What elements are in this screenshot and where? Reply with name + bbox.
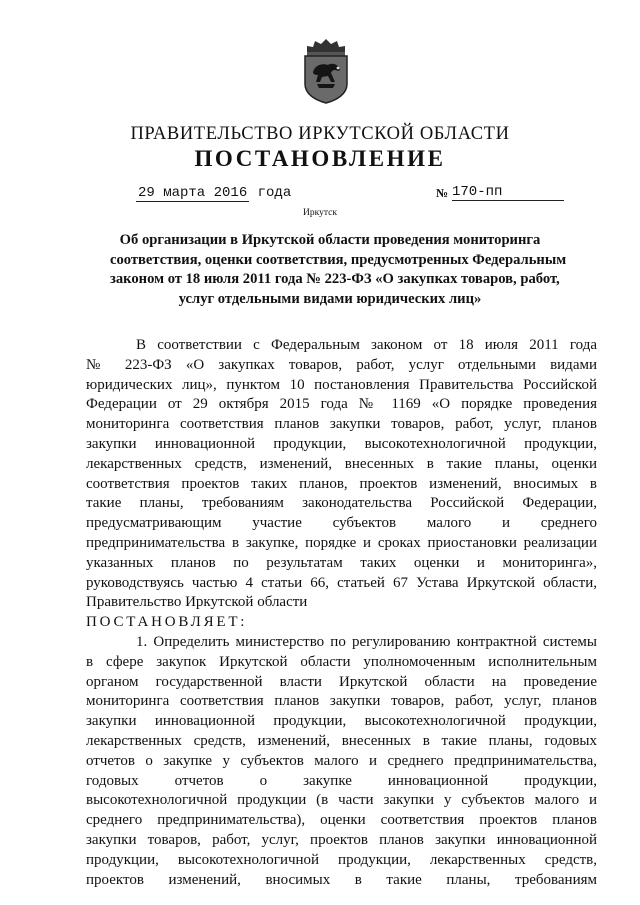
body-line: юридических лиц», пунктом 10 постановления Правительства Российской (86, 376, 597, 393)
body-line: руководствуясь частью 4 статьи 66, статьей 67 Устава Иркутской области, (86, 574, 597, 591)
body-line: Федерации от 29 октября 2015 года № 1169 «О порядке проведения (86, 396, 597, 413)
body-line: такие планы, требованиям законодательства Российской Федерации, (86, 495, 597, 512)
title-line: Об организации в Иркутской области проведения мониторинга (119, 232, 541, 248)
document-title (110, 231, 567, 309)
body-line: органом государственной власти Иркутской области на проведение (86, 673, 597, 690)
body-line: предусматривающим участие субъектов малого и среднего (86, 515, 597, 532)
body-line: лекарственных средств, изменений, внесенных в такие планы, годовых (86, 732, 597, 749)
body-line: закупки товаров, работ, услуг, проектов планов закупки инновационной (86, 831, 597, 848)
document-body (86, 336, 597, 890)
date-suffix: года (257, 185, 292, 201)
coat-of-arms-icon (300, 38, 352, 104)
document-date (136, 185, 291, 201)
city: Иркутск (303, 208, 337, 218)
government-name: ПРАВИТЕЛЬСТВО ИРКУТСКОЙ ОБЛАСТИ (130, 124, 510, 144)
body-line: лекарственных средств, изменений, внесенных в такие планы, оценки (86, 455, 597, 472)
body-line: высокотехнологичной продукции (в части закупки у субъектов малого и (86, 792, 597, 809)
body-line: среднего предпринимательства), оценки соответствия проектов планов (86, 812, 597, 829)
body-line: годовых отчетов о закупке инновационной продукции, (86, 772, 597, 789)
body-line: мониторинга соответствия планов закупки товаров, работ, услуг, планов (86, 693, 597, 710)
date-value: 29 марта 2016 (138, 185, 248, 201)
document-type: ПОСТАНОВЛЕНИЕ (194, 146, 446, 171)
title-line: услуг отдельными видами юридических лиц» (178, 290, 482, 307)
resolution-word: ПОСТАНОВЛЯЕТ: (86, 614, 248, 631)
body-line: Правительство Иркутской области (86, 594, 308, 611)
body-line: В соответствии с Федеральным законом от 18 июля 2011 года (136, 337, 597, 353)
body-line: проектов изменений, вносимых в такие планы, требованиям (86, 871, 597, 888)
body-line: указанных планов по результатам таких оценки и мониторинга», (86, 554, 597, 571)
body-line: № 223-ФЗ «О закупках товаров, работ, услуг отдельными видами (86, 356, 597, 373)
body-line: мониторинга соответствия планов закупки товаров, работ, услуг, планов (86, 416, 597, 433)
body-line: соответствия проектов таких планов, проектов изменений, вносимых в (86, 475, 597, 492)
body-line: закупки инновационной продукции, высокотехнологичной продукции, (86, 435, 597, 452)
body-line: в сфере закупок Иркутской области уполномоченным исполнительным (86, 653, 597, 670)
body-line: продукции, высокотехнологичной продукции, лекарственных средств, (86, 851, 597, 868)
title-line: соответствия, оценки соответствия, предусмотренных Федеральным (110, 251, 567, 268)
body-line: отчетов о закупке у субъектов малого и среднего предпринимательства, (86, 752, 597, 769)
body-line: закупки инновационной продукции, высокотехнологичной продукции, (86, 713, 597, 730)
body-line: 1. Определить министерство по регулированию контрактной системы (136, 633, 597, 650)
number-label: № (436, 186, 449, 200)
title-line: законом от 18 июля 2011 года № 223-ФЗ «О закупках товаров, работ, (110, 271, 560, 287)
body-line: предпринимательства в закупке, порядке и сроках приостановки реализации (86, 534, 597, 551)
document-number: 170-пп (452, 184, 564, 201)
